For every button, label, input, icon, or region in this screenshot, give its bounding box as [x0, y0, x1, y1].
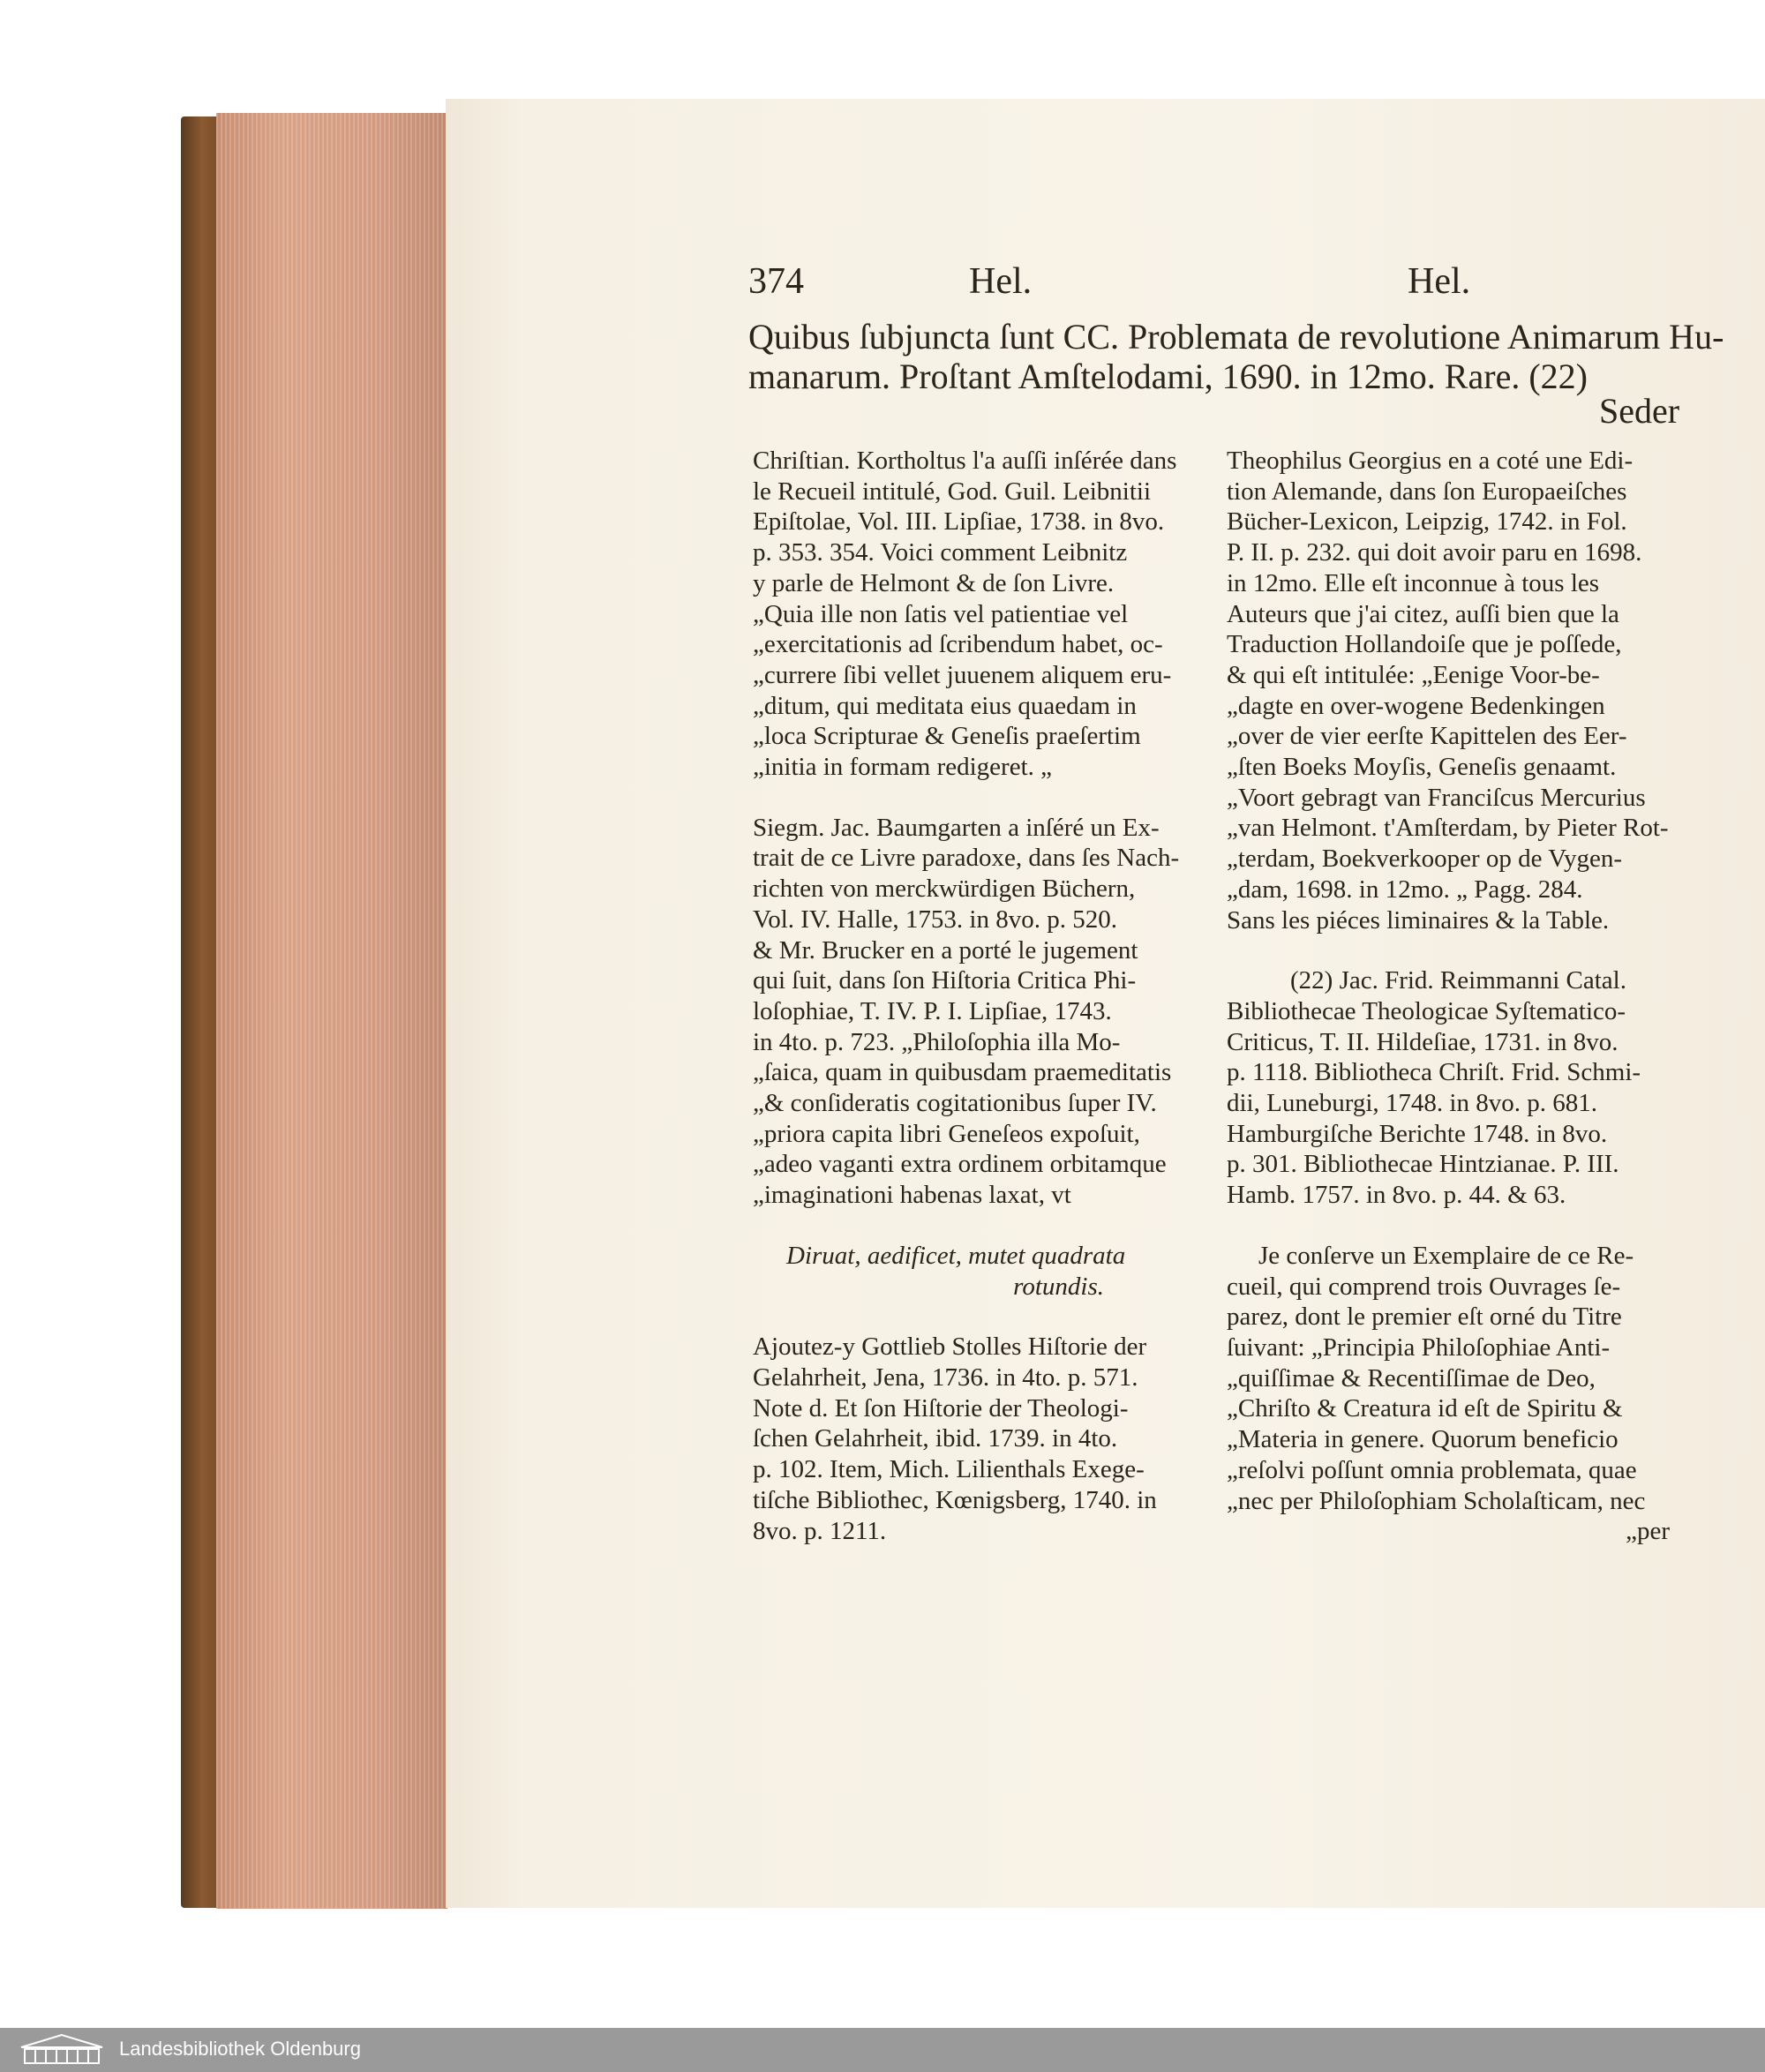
intro-line-2: manarum. Proſtant Amſtelodami, 1690. in 12mo. Rare. (22) — [748, 357, 1588, 396]
text-line: Sans les piéces liminaires & la Table. — [1227, 905, 1610, 935]
text-line: „quiſſimae & Recentiſſimae de Deo, — [1227, 1363, 1596, 1393]
text-line: in 12mo. Elle eſt inconnue à tous les — [1227, 568, 1600, 597]
text-line: Vol. IV. Halle, 1753. in 8vo. p. 520. — [753, 905, 1117, 934]
paragraph-gap — [1227, 1211, 1677, 1241]
text-line: „ſaica, quam in quibusdam praemeditatis — [753, 1058, 1172, 1087]
text-line: Bücher-Lexicon, Leipzig, 1742. in Fol. — [1227, 507, 1627, 537]
text-line: „over de vier eerſte Kapittelen des Eer- — [1227, 722, 1627, 751]
text-line: Theophilus Georgius en a coté une Edi- — [1227, 447, 1634, 475]
text-line: „imaginationi habenas laxat, vt — [753, 1181, 1071, 1210]
text-line: „nec per Philoſophiam Scholaſticam, nec — [1227, 1486, 1646, 1515]
text-line: Hamburgiſche Berichte 1748. in 8vo. — [1227, 1119, 1608, 1148]
text-line: Gelahrheit, Jena, 1736. in 4to. p. 571. — [753, 1363, 1138, 1392]
page-edges — [216, 113, 447, 1909]
text-line: „terdam, Boekverkooper op de Vygen- — [1227, 845, 1623, 874]
text-line: p. 353. 354. Voici comment Leibnitz — [753, 538, 1128, 567]
text-line: „adeo vaganti extra ordinem orbitamque — [753, 1150, 1167, 1179]
library-building-icon — [18, 2033, 106, 2067]
left-column — [753, 446, 1203, 1546]
text-line: „& conſideratis cogitationibus ſuper IV. — [753, 1089, 1157, 1118]
footer-bar — [0, 2028, 1765, 2072]
text-line: „currere ſibi vellet juuenem aliquem eru- — [753, 660, 1172, 689]
page-number: 374 — [748, 261, 804, 302]
text-line: parez, dont le premier eſt orné du Titre — [1227, 1303, 1622, 1332]
text-line: trait de ce Livre paradoxe, dans ſes Nach- — [753, 844, 1180, 873]
intro-line-1: Quibus ſubjuncta ſunt CC. Problemata de revolutione Animarum Hu- — [748, 317, 1724, 357]
text-line: p. 102. Item, Mich. Lilienthals Exege- — [753, 1455, 1145, 1484]
text-line: „exercitationis ad ſcribendum habet, oc- — [753, 630, 1163, 659]
paragraph-gap — [753, 1211, 1203, 1241]
text-line: & qui eſt intitulée: „Eenige Voor-be- — [1227, 660, 1600, 689]
text-line: Siegm. Jac. Baumgarten a inſéré un Ex- — [753, 813, 1160, 842]
text-line: & Mr. Brucker en a porté le jugement — [753, 935, 1138, 965]
text-line: Auteurs que j'ai citez, auſſi bien que la — [1227, 599, 1619, 628]
text-line: in 4to. p. 723. „Philoſophia illa Mo- — [753, 1027, 1121, 1056]
catchword-top: Seder — [1599, 391, 1680, 431]
paragraph-gap — [753, 783, 1203, 813]
text-line: ſchen Gelahrheit, ibid. 1739. in 4to. — [753, 1424, 1118, 1453]
text-line: Criticus, T. II. Hildeſiae, 1731. in 8vo. — [1227, 1027, 1619, 1056]
text-line: ſuivant: „Principia Philoſophiae Anti- — [1227, 1333, 1611, 1362]
running-head-right: Hel. — [1408, 261, 1471, 302]
text-line: (22) Jac. Frid. Reimmanni Catal. — [1290, 966, 1626, 995]
text-line: 8vo. p. 1211. — [753, 1516, 887, 1545]
text-line: Traduction Hollandoiſe que je poſſede, — [1227, 630, 1622, 659]
text-line: „reſolvi poſſunt omnia problemata, quae — [1227, 1455, 1637, 1484]
text-line: qui ſuit, dans ſon Hiſtoria Critica Phi- — [753, 966, 1137, 995]
text-line: tion Alemande, dans ſon Europaeiſches — [1227, 477, 1627, 506]
text-line: Ajoutez-y Gottlieb Stolles Hiſtorie der — [753, 1333, 1147, 1362]
text-line: cueil, qui comprend trois Ouvrages ſe- — [1227, 1272, 1621, 1301]
right-column — [1227, 446, 1677, 1547]
text-line: „dagte en over-wogene Bedenkingen — [1227, 691, 1605, 720]
text-line: „loca Scripturae & Geneſis praeſertim — [753, 722, 1141, 751]
text-line: „dam, 1698. in 12mo. „ Pagg. 284. — [1227, 875, 1583, 904]
text-line: „Chriſto & Creatura id eſt de Spiritu & — [1227, 1394, 1623, 1423]
text-line: Note d. Et ſon Hiſtorie der Theologi- — [753, 1393, 1129, 1423]
text-line: y parle de Helmont & de ſon Livre. — [753, 568, 1115, 597]
paragraph-gap — [1227, 935, 1677, 965]
text-line: „Materia in genere. Quorum beneficio — [1227, 1425, 1619, 1454]
quote-line: Diruat, aedificet, mutet quadrata — [786, 1241, 1126, 1270]
text-line: „ſten Boeks Moyſis, Geneſis genaamt. — [1227, 753, 1617, 782]
text-line: tiſche Bibliothec, Kœnigsberg, 1740. in — [753, 1485, 1157, 1514]
text-line: Chriſtian. Kortholtus l'a auſſi inſérée dans — [753, 447, 1177, 475]
text-line: Je conſerve un Exemplaire de ce Re- — [1258, 1241, 1634, 1270]
text-line: p. 1118. Bibliotheca Chriſt. Frid. Schmi- — [1227, 1058, 1641, 1087]
paragraph-gap — [753, 1302, 1203, 1332]
text-line: Bibliothecae Theologicae Syſtematico- — [1227, 996, 1626, 1025]
quote-line: rotundis. — [1013, 1272, 1104, 1301]
text-line: dii, Luneburgi, 1748. in 8vo. p. 681. — [1227, 1089, 1597, 1118]
text-line: le Recueil intitulé, God. Guil. Leibnitii — [753, 477, 1152, 506]
text-line: Hamb. 1757. in 8vo. p. 44. & 63. — [1227, 1181, 1566, 1210]
text-line: „Quia ille non ſatis vel patientiae vel — [753, 599, 1129, 628]
text-line: „Voort gebragt van Franciſcus Mercurius — [1227, 783, 1646, 812]
text-line: loſophiae, T. IV. P. I. Lipſiae, 1743. — [753, 996, 1112, 1025]
text-line: p. 301. Bibliothecae Hintzianae. P. III. — [1227, 1150, 1619, 1179]
text-line: Epiſtolae, Vol. III. Lipſiae, 1738. in 8vo. — [753, 507, 1165, 537]
library-name: Landesbibliothek Oldenburg — [119, 2038, 361, 2060]
text-line: „initia in formam redigeret. „ — [753, 753, 1052, 782]
running-head-left: Hel. — [969, 261, 1033, 302]
text-line: „ditum, qui meditata eius quaedam in — [753, 691, 1137, 720]
text-line: „priora capita libri Geneſeos expoſuit, — [753, 1119, 1140, 1148]
text-line: „van Helmont. t'Amſterdam, by Pieter Rot- — [1227, 814, 1669, 843]
text-line: P. II. p. 232. qui doit avoir paru en 1698. — [1227, 538, 1642, 567]
catchword-bottom: „per — [1626, 1517, 1670, 1546]
text-line: richten von merckwürdigen Büchern, — [753, 875, 1136, 904]
